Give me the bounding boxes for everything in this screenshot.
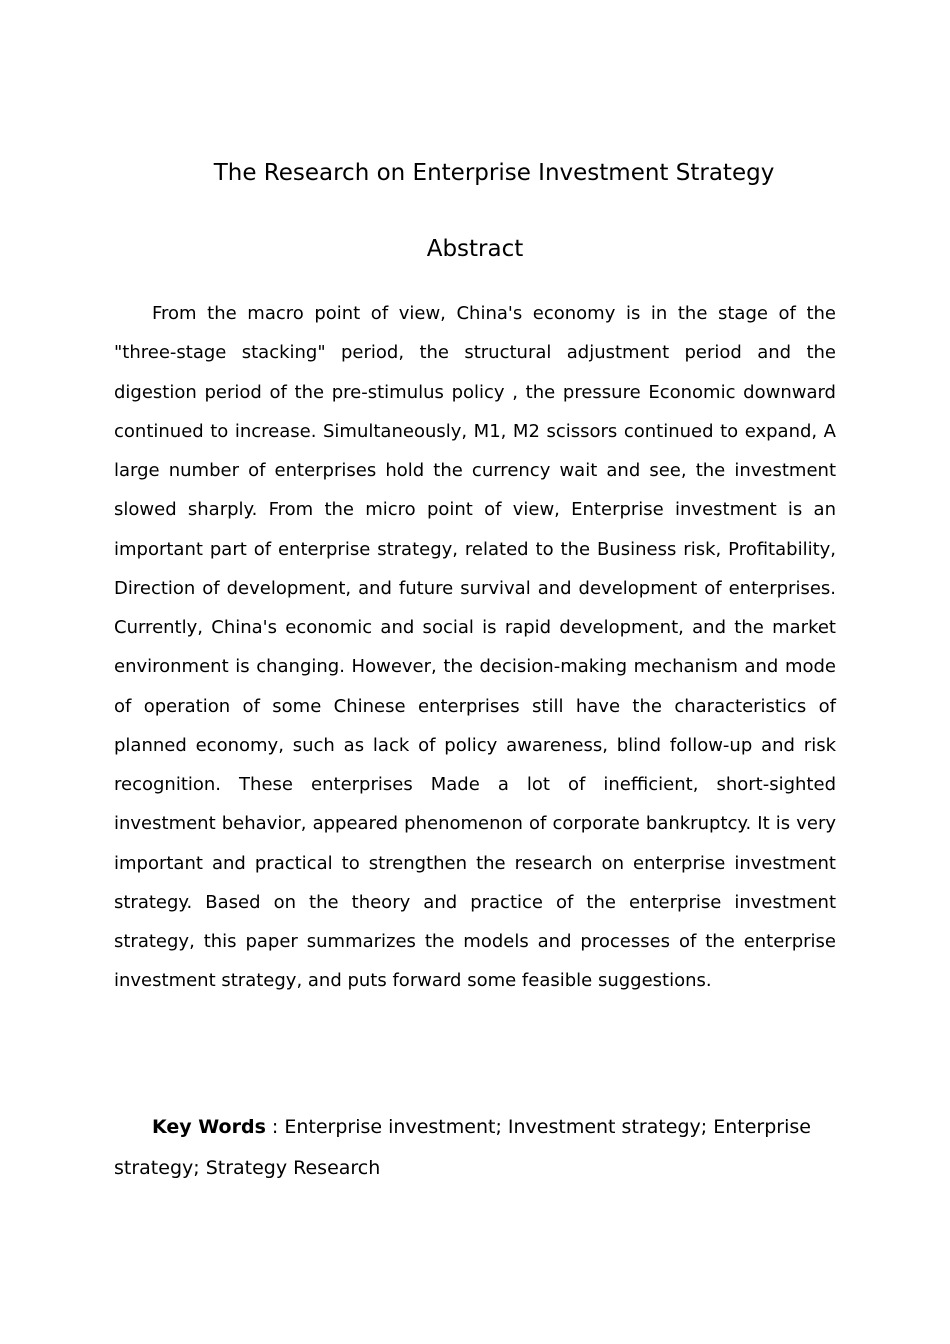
document-title: The Research on Enterprise Investment Strategy bbox=[213, 160, 775, 186]
keywords-paragraph bbox=[114, 1107, 836, 1189]
keywords-list: Enterprise investment; Investment strategy; Enterprise strategy; Strategy Research bbox=[114, 1116, 811, 1179]
keywords-label: Key Words bbox=[152, 1116, 266, 1138]
abstract-paragraph: From the macro point of view, China's economy is in the stage of the "three-stage stacking" period, the structural adjustment period and the digestion period of the pre-stimulus policy , the pressure Economic downward continued to increase. Simultaneously, M1, M2 scissors continued to expand, A large number of enterprises hold the currency wait and see, the investment slowed sharply. From the micro point of view, Enterprise investment is an important part of enterprise strategy, related to the Business risk, Profitability, Direction of development, and future survival and development of enterprises. Currently, China's economic and social is rapid development, and the market environment is changing. However, the decision-making mechanism and mode of operation of some Chinese enterprises still have the characteristics of planned economy, such as lack of policy awareness, blind follow-up and risk recognition. These enterprises Made a lot of inefficient, short-sighted investment behavior, appeared phenomenon of corporate bankruptcy. It is very important and practical to strengthen the research on enterprise investment strategy. Based on the theory and practice of the enterprise investment strategy, this paper summarizes the models and processes of the enterprise investment strategy, and puts forward some feasible suggestions. bbox=[114, 303, 836, 992]
keywords-separator: : bbox=[265, 1116, 285, 1138]
abstract-heading: Abstract bbox=[426, 236, 524, 262]
